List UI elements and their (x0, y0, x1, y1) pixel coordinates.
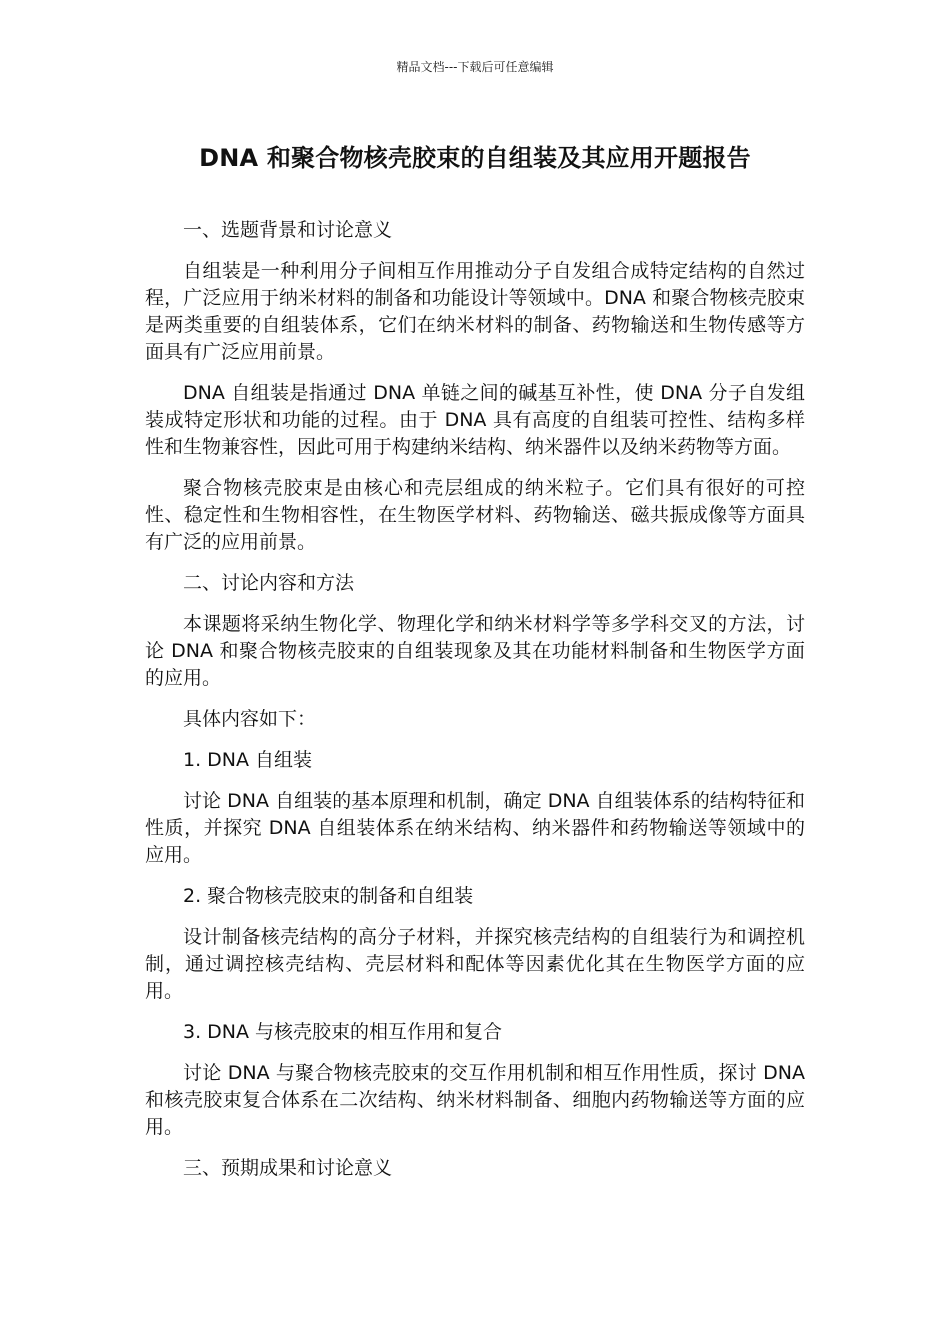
section-heading-content-method: 二、讨论内容和方法 (183, 572, 355, 594)
document-body (145, 217, 805, 1196)
header-note: 精品文档---下载后可任意编辑 (396, 60, 554, 74)
paragraph-core-shell-micelle: 聚合物核壳胶束是由核心和壳层组成的纳米粒子。它们具有很好的可控性、稳定性和生物相容性，在生物医学材料、药物输送、磁共振成像等方面具有广泛的应用前景。 (145, 477, 805, 553)
subheading-dna-self-assembly: 1. DNA 自组装 (183, 749, 313, 771)
section-heading-background: 一、选题背景和讨论意义 (183, 219, 393, 241)
subheading-dna-micelle-interaction: 3. DNA 与核壳胶束的相互作用和复合 (183, 1021, 503, 1043)
paragraph-interaction-study: 讨论 DNA 与聚合物核壳胶束的交互作用机制和相互作用性质，探讨 DNA 和核壳胶束复合体系在二次结构、纳米材料制备、细胞内药物输送等方面的应用。 (145, 1062, 805, 1138)
section-heading-expected-results: 三、预期成果和讨论意义 (183, 1157, 393, 1179)
document-title: DNA 和聚合物核壳胶束的自组装及其应用开题报告 (199, 144, 751, 172)
paragraph-dna-study: 讨论 DNA 自组装的基本原理和机制，确定 DNA 自组装体系的结构特征和性质，并探究 DNA 自组装体系在纳米结构、纳米器件和药物输送等领域中的应用。 (145, 790, 805, 866)
paragraph-self-assembly-intro: 自组装是一种利用分子间相互作用推动分子自发组合成特定结构的自然过程，广泛应用于纳米材料的制备和功能设计等领域中。DNA 和聚合物核壳胶束是两类重要的自组装体系，它们在纳米材料的制备、药物输送和生物传感等方面具有广泛应用前景。 (145, 260, 805, 363)
subheading-micelle-preparation: 2. 聚合物核壳胶束的制备和自组装 (183, 885, 474, 907)
paragraph-details-intro: 具体内容如下： (183, 708, 317, 730)
paragraph-micelle-study: 设计制备核壳结构的高分子材料，并探究核壳结构的自组装行为和调控机制，通过调控核壳结构、壳层材料和配体等因素优化其在生物医学方面的应用。 (145, 926, 805, 1002)
paragraph-research-approach: 本课题将采纳生物化学、物理化学和纳米材料学等多学科交叉的方法，讨论 DNA 和聚合物核壳胶束的自组装现象及其在功能材料制备和生物医学方面的应用。 (145, 613, 805, 689)
paragraph-dna-self-assembly: DNA 自组装是指通过 DNA 单链之间的碱基互补性，使 DNA 分子自发组装成特定形状和功能的过程。由于 DNA 具有高度的自组装可控性、结构多样性和生物兼容性，因此可用于构建纳米结构、纳米器件以及纳米药物等方面。 (145, 382, 805, 458)
